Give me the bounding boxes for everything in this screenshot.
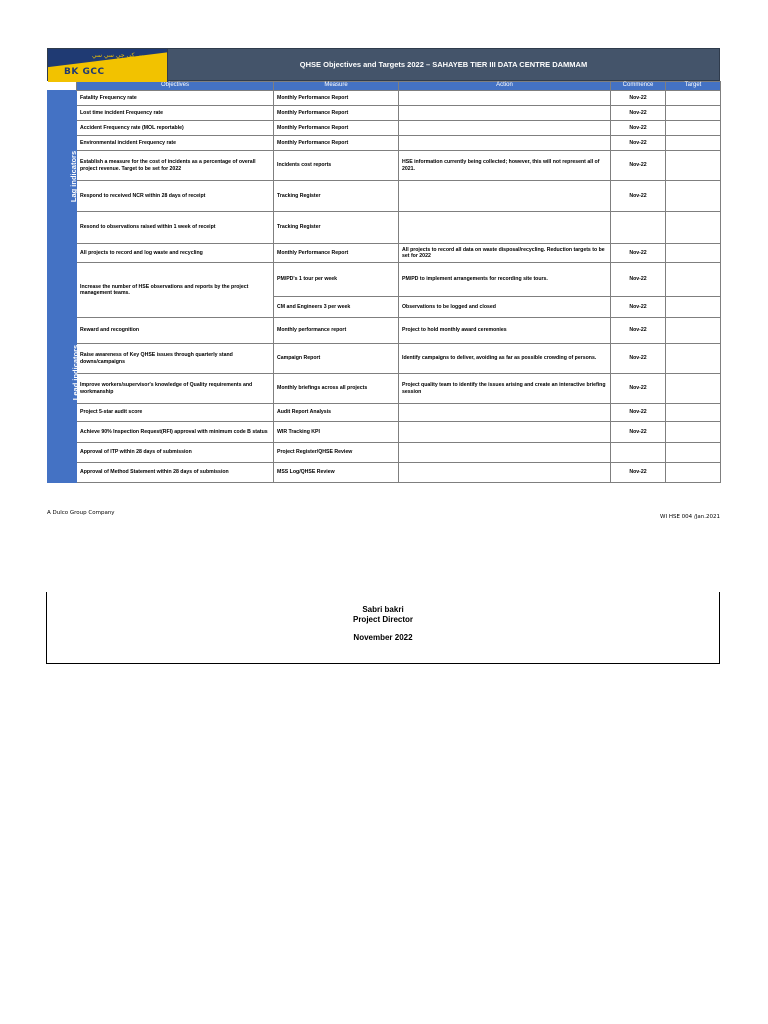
lead-indicators-label: Lead indicators bbox=[48, 263, 77, 483]
lag-indicators-label: Lag indicators bbox=[48, 91, 77, 263]
table-row bbox=[48, 244, 721, 263]
measure-cell: Incidents cost reports bbox=[274, 151, 399, 181]
action-cell bbox=[399, 136, 611, 151]
objective-cell: Approval of ITP within 28 days of submission bbox=[77, 443, 274, 463]
target-cell bbox=[666, 263, 721, 297]
table-row bbox=[48, 136, 721, 151]
objective-cell: Reward and recognition bbox=[77, 318, 274, 344]
action-cell: Project to hold monthly award ceremonies bbox=[399, 318, 611, 344]
target-cell bbox=[666, 404, 721, 422]
objectives-table bbox=[47, 81, 721, 483]
qhse-sheet bbox=[47, 48, 720, 483]
measure-cell: Monthly briefings across all projects bbox=[274, 374, 399, 404]
table-row bbox=[48, 463, 721, 483]
column-header-row bbox=[48, 82, 721, 91]
table-row bbox=[48, 106, 721, 121]
action-cell bbox=[399, 212, 611, 244]
signature-date: November 2022 bbox=[353, 633, 413, 642]
table-row bbox=[48, 121, 721, 136]
objective-cell: Achieve 90% Inspection Request(RFI) approval with minimum code B status bbox=[77, 422, 274, 443]
measure-cell: Tracking Register bbox=[274, 181, 399, 212]
signatory-role: Project Director bbox=[352, 615, 414, 624]
action-cell bbox=[399, 121, 611, 136]
target-cell bbox=[666, 181, 721, 212]
objective-cell: Raise awareness of Key QHSE issues through quarterly stand downs/campaigns bbox=[77, 344, 274, 374]
objective-cell: Approval of Method Statement within 28 days of submission bbox=[77, 463, 274, 483]
action-cell bbox=[399, 422, 611, 443]
footer-doc-ref: WI HSE 004 /Jan.2021 bbox=[660, 514, 720, 520]
target-cell bbox=[666, 463, 721, 483]
target-cell bbox=[666, 443, 721, 463]
measure-cell: Monthly performance report bbox=[274, 318, 399, 344]
action-cell: Observations to be logged and closed bbox=[399, 297, 611, 318]
action-cell: Project quality team to identify the issues arising and create an interactive briefing session bbox=[399, 374, 611, 404]
objective-cell: Project 5-star audit score bbox=[77, 404, 274, 422]
objective-cell: Lost time incident Frequency rate bbox=[77, 106, 274, 121]
table-row bbox=[48, 181, 721, 212]
table-row bbox=[48, 91, 721, 106]
commence-cell: Nov-22 bbox=[611, 344, 666, 374]
measure-cell: Monthly Performance Report bbox=[274, 136, 399, 151]
objective-cell: Improve workers/supervisor's knowledge of Quality requirements and workmanship bbox=[77, 374, 274, 404]
commence-cell: Nov-22 bbox=[611, 121, 666, 136]
table-row bbox=[48, 318, 721, 344]
objective-cell: Respond to received NCR within 28 days of receipt bbox=[77, 181, 274, 212]
target-cell bbox=[666, 151, 721, 181]
commence-cell: Nov-22 bbox=[611, 404, 666, 422]
sheet-title: QHSE Objectives and Targets 2022 – SAHAYEB TIER III DATA CENTRE DAMMAM bbox=[299, 60, 588, 69]
commence-cell: Nov-22 bbox=[611, 91, 666, 106]
table-row bbox=[48, 422, 721, 443]
target-cell bbox=[666, 318, 721, 344]
signature-block bbox=[46, 592, 720, 664]
col-measure: Measure bbox=[274, 82, 399, 91]
col-target: Target bbox=[666, 82, 721, 91]
commence-cell: Nov-22 bbox=[611, 463, 666, 483]
target-cell bbox=[666, 136, 721, 151]
measure-cell: Monthly Performance Report bbox=[274, 91, 399, 106]
target-cell bbox=[666, 374, 721, 404]
target-cell bbox=[666, 121, 721, 136]
commence-cell: Nov-22 bbox=[611, 136, 666, 151]
measure-cell: Project Register/QHSE Review bbox=[274, 443, 399, 463]
measure-cell: MSS Log/QHSE Review bbox=[274, 463, 399, 483]
target-cell bbox=[666, 212, 721, 244]
action-cell: HSE information currently being collected; however, this will not represent all of 2021. bbox=[399, 151, 611, 181]
table-row bbox=[48, 151, 721, 181]
commence-cell: Nov-22 bbox=[611, 374, 666, 404]
measure-cell: Monthly Performance Report bbox=[274, 121, 399, 136]
logo-arabic-text: بي كي جي سي سي bbox=[92, 52, 143, 59]
commence-cell: Nov-22 bbox=[611, 244, 666, 263]
commence-cell bbox=[611, 443, 666, 463]
objective-cell: Accident Frequency rate (MOL reportable) bbox=[77, 121, 274, 136]
objective-cell: All projects to record and log waste and recycling bbox=[77, 244, 274, 263]
target-cell bbox=[666, 244, 721, 263]
measure-cell: Campaign Report bbox=[274, 344, 399, 374]
measure-cell: Audit Report Analysis bbox=[274, 404, 399, 422]
company-logo bbox=[48, 49, 168, 82]
table-row bbox=[48, 344, 721, 374]
table-row bbox=[48, 443, 721, 463]
measure-cell: PM/PD's 1 tour per week bbox=[274, 263, 399, 297]
action-cell bbox=[399, 91, 611, 106]
table-row bbox=[48, 404, 721, 422]
target-cell bbox=[666, 344, 721, 374]
action-cell bbox=[399, 181, 611, 212]
measure-cell: Monthly Performance Report bbox=[274, 106, 399, 121]
measure-cell: Monthly Performance Report bbox=[274, 244, 399, 263]
target-cell bbox=[666, 422, 721, 443]
col-objectives: Objectives bbox=[77, 82, 274, 91]
action-cell: All projects to record all data on waste disposal/recycling. Reduction targets to be set for 2022 bbox=[399, 244, 611, 263]
commence-cell: Nov-22 bbox=[611, 263, 666, 297]
measure-cell: Tracking Register bbox=[274, 212, 399, 244]
objective-cell: Environmental incident Frequency rate bbox=[77, 136, 274, 151]
action-cell: PM/PD to implement arrangements for recording site tours. bbox=[399, 263, 611, 297]
objective-cell: Increase the number of HSE observations and reports by the project management teams. bbox=[77, 263, 274, 318]
commence-cell: Nov-22 bbox=[611, 297, 666, 318]
measure-cell: CM and Engineers 3 per week bbox=[274, 297, 399, 318]
sheet-header bbox=[47, 48, 720, 81]
logo-text: BK GCC bbox=[64, 67, 105, 77]
footer-company: A Dulco Group Company bbox=[47, 510, 115, 516]
objective-cell: Establish a measure for the cost of incidents as a percentage of overall project revenue. Target to be set for 2022 bbox=[77, 151, 274, 181]
action-cell bbox=[399, 106, 611, 121]
table-row bbox=[48, 212, 721, 244]
measure-cell: WIR Tracking KPI bbox=[274, 422, 399, 443]
col-action: Action bbox=[399, 82, 611, 91]
commence-cell: Nov-22 bbox=[611, 181, 666, 212]
target-cell bbox=[666, 91, 721, 106]
objective-cell: Fatality Frequency rate bbox=[77, 91, 274, 106]
commence-cell bbox=[611, 212, 666, 244]
action-cell: Identify campaigns to deliver, avoiding as far as possible crowding of persons. bbox=[399, 344, 611, 374]
commence-cell: Nov-22 bbox=[611, 318, 666, 344]
signatory-name: Sabri bakri bbox=[362, 605, 404, 614]
target-cell bbox=[666, 297, 721, 318]
commence-cell: Nov-22 bbox=[611, 151, 666, 181]
action-cell bbox=[399, 443, 611, 463]
objective-cell: Resond to observations raised within 1 week of receipt bbox=[77, 212, 274, 244]
commence-cell: Nov-22 bbox=[611, 422, 666, 443]
table-row bbox=[48, 374, 721, 404]
table-row bbox=[48, 263, 721, 297]
action-cell bbox=[399, 463, 611, 483]
col-commence: Commence bbox=[611, 82, 666, 91]
target-cell bbox=[666, 106, 721, 121]
commence-cell: Nov-22 bbox=[611, 106, 666, 121]
action-cell bbox=[399, 404, 611, 422]
